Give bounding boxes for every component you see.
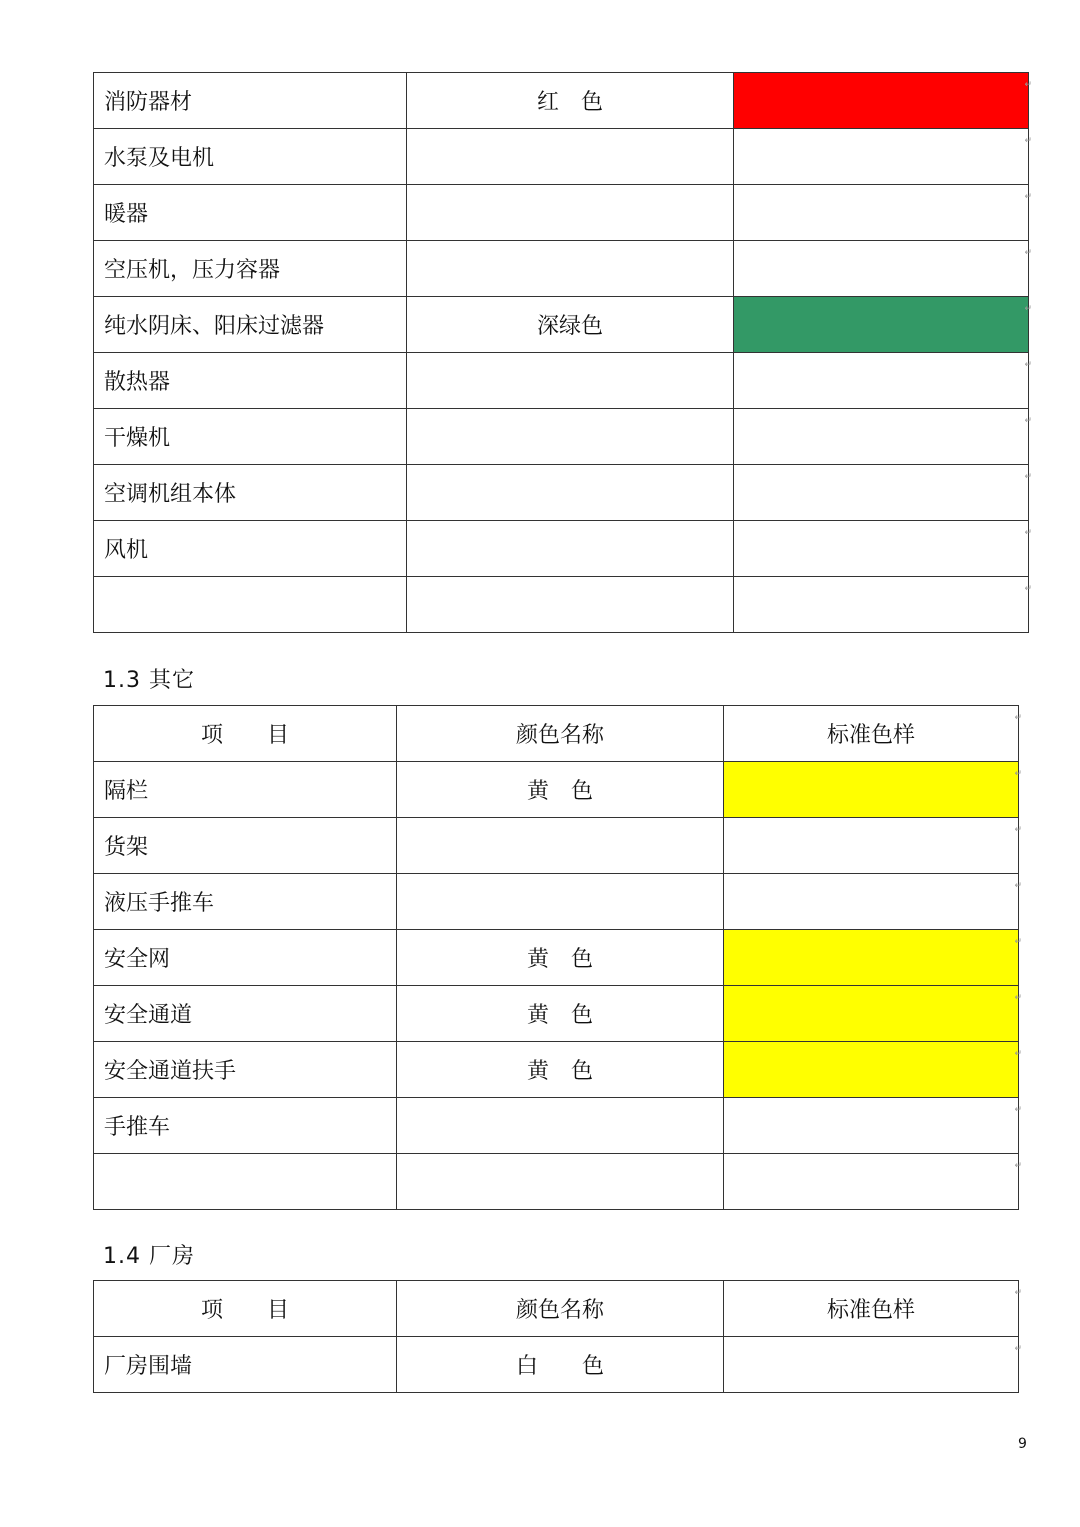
item-cell: 安全网 <box>94 930 397 986</box>
item-cell: 风机 <box>94 521 407 577</box>
item-cell: 暖器 <box>94 185 407 241</box>
color-swatch-cell <box>724 1154 1022 1210</box>
table-row <box>94 762 1019 818</box>
table-row <box>94 930 1019 986</box>
color-swatch-cell <box>734 353 1032 409</box>
cell-end-mark-icon: ↵ <box>1014 825 1022 835</box>
item-cell: 安全通道 <box>94 986 397 1042</box>
item-cell: 空压机，压力容器 <box>94 241 407 297</box>
cell-end-mark-icon: ↵ <box>1024 472 1032 482</box>
item-cell <box>94 1154 397 1210</box>
color-name-cell <box>397 1154 724 1210</box>
cell-end-mark-icon: ↵ <box>1014 1161 1022 1171</box>
table-row <box>94 1337 1019 1393</box>
color-name-cell: 黄 色 <box>397 986 724 1042</box>
color-swatch-cell <box>724 818 1022 874</box>
table-row <box>94 577 1029 633</box>
color-swatch-cell <box>734 577 1032 633</box>
color-name-cell <box>407 129 734 185</box>
color-swatch-cell <box>724 1098 1022 1154</box>
item-cell: 隔栏 <box>94 762 397 818</box>
item-cell: 纯水阴床、阳床过滤器 <box>94 297 407 353</box>
table-row <box>94 521 1029 577</box>
color-name-cell: 黄 色 <box>397 1042 724 1098</box>
color-swatch-cell <box>734 73 1032 129</box>
cell-end-mark-icon: ↵ <box>1024 528 1032 538</box>
item-cell: 厂房围墙 <box>94 1337 397 1393</box>
color-swatch-cell <box>734 185 1032 241</box>
color-name-cell: 深绿色 <box>407 297 734 353</box>
cell-end-mark-icon: ↵ <box>1014 1344 1022 1354</box>
color-table-equipment <box>93 72 1032 633</box>
table-row <box>94 241 1029 297</box>
table-row <box>94 874 1019 930</box>
table-row <box>94 465 1029 521</box>
header-color-sample: 标准色样 ↵ <box>724 1281 1019 1337</box>
cell-end-mark-icon: ↵ <box>1024 416 1032 426</box>
cell-end-mark-icon: ↵ <box>1014 769 1022 779</box>
color-name-cell <box>407 465 734 521</box>
table-header-row <box>94 706 1019 762</box>
color-swatch-cell <box>724 930 1022 986</box>
cell-end-mark-icon: ↵ <box>1014 713 1022 723</box>
cell-end-mark-icon: ↵ <box>1024 584 1032 594</box>
table-row <box>94 297 1029 353</box>
item-cell: 安全通道扶手 <box>94 1042 397 1098</box>
color-name-cell <box>407 185 734 241</box>
color-swatch-cell <box>734 129 1032 185</box>
color-swatch-cell <box>724 1042 1022 1098</box>
item-cell: 水泵及电机 <box>94 129 407 185</box>
table-row <box>94 986 1019 1042</box>
cell-end-mark-icon: ↵ <box>1014 1288 1022 1298</box>
cell-end-mark-icon: ↵ <box>1024 80 1032 90</box>
page-number: 9 <box>1018 1436 1027 1452</box>
cell-end-mark-icon: ↵ <box>1014 993 1022 1003</box>
color-swatch-cell <box>724 1337 1022 1393</box>
color-swatch-cell <box>724 762 1022 818</box>
item-cell: 空调机组本体 <box>94 465 407 521</box>
color-name-cell: 黄 色 <box>397 930 724 986</box>
section-heading-1-4: 1.4 厂房 <box>103 1244 195 1269</box>
item-cell: 手推车 <box>94 1098 397 1154</box>
item-cell: 干燥机 <box>94 409 407 465</box>
color-name-cell: 白 色 <box>397 1337 724 1393</box>
table-header-row <box>94 1281 1019 1337</box>
color-name-cell <box>407 577 734 633</box>
color-name-cell <box>407 521 734 577</box>
color-swatch-cell <box>734 241 1032 297</box>
section-heading-1-3: 1.3 其它 <box>103 668 195 693</box>
cell-end-mark-icon: ↵ <box>1014 937 1022 947</box>
item-cell: 液压手推车 <box>94 874 397 930</box>
color-swatch-cell <box>734 521 1032 577</box>
color-name-cell <box>397 818 724 874</box>
cell-end-mark-icon: ↵ <box>1024 136 1032 146</box>
color-swatch-cell <box>734 297 1032 353</box>
table-row <box>94 73 1029 129</box>
table-row <box>94 1098 1019 1154</box>
table-row <box>94 185 1029 241</box>
color-swatch-cell <box>724 874 1022 930</box>
header-item: 项 目 <box>94 706 397 762</box>
table-row <box>94 129 1029 185</box>
table-row <box>94 409 1029 465</box>
color-name-cell <box>407 409 734 465</box>
color-swatch-cell <box>724 986 1022 1042</box>
item-cell <box>94 577 407 633</box>
table-row <box>94 353 1029 409</box>
table-row <box>94 1154 1019 1210</box>
color-name-cell: 黄 色 <box>397 762 724 818</box>
header-color-name: 颜色名称 <box>397 706 724 762</box>
header-color-name: 颜色名称 <box>397 1281 724 1337</box>
cell-end-mark-icon: ↵ <box>1024 360 1032 370</box>
header-color-sample: 标准色样 ↵ <box>724 706 1019 762</box>
table-row <box>94 1042 1019 1098</box>
color-name-cell <box>397 874 724 930</box>
cell-end-mark-icon: ↵ <box>1024 304 1032 314</box>
color-name-cell <box>407 353 734 409</box>
item-cell: 货架 <box>94 818 397 874</box>
color-swatch-cell <box>734 409 1032 465</box>
color-name-cell: 红 色 <box>407 73 734 129</box>
item-cell: 散热器 <box>94 353 407 409</box>
cell-end-mark-icon: ↵ <box>1014 1049 1022 1059</box>
cell-end-mark-icon: ↵ <box>1024 248 1032 258</box>
color-table-other <box>93 705 1022 1210</box>
item-cell: 消防器材 <box>94 73 407 129</box>
table-row <box>94 818 1019 874</box>
cell-end-mark-icon: ↵ <box>1014 1105 1022 1115</box>
cell-end-mark-icon: ↵ <box>1024 192 1032 202</box>
color-swatch-cell <box>734 465 1032 521</box>
header-item: 项 目 <box>94 1281 397 1337</box>
color-name-cell <box>407 241 734 297</box>
color-name-cell <box>397 1098 724 1154</box>
color-table-factory <box>93 1280 1022 1393</box>
cell-end-mark-icon: ↵ <box>1014 881 1022 891</box>
